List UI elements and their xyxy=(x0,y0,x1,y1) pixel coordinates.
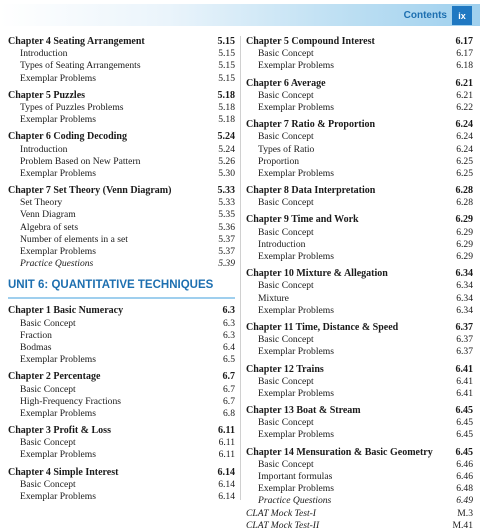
toc-entry-title: Types of Puzzles Problems xyxy=(20,101,124,113)
toc-topic-row xyxy=(246,197,473,209)
column-divider xyxy=(240,36,241,500)
toc-topic-row xyxy=(246,227,473,239)
toc-entry-title: Exemplar Problems xyxy=(258,429,334,441)
toc-entry-title: Chapter 6 Coding Decoding xyxy=(8,131,127,143)
toc-page-number: 6.34 xyxy=(456,292,473,304)
toc-entry-title: Exemplar Problems xyxy=(258,101,334,113)
toc-topic-row xyxy=(246,376,473,388)
toc-page-number: 6.22 xyxy=(456,101,473,113)
toc-chapter-row xyxy=(246,364,473,376)
toc-page-number: 6.41 xyxy=(456,387,473,399)
toc-page-number: 6.18 xyxy=(456,60,473,72)
toc-entry-title: High-Frequency Fractions xyxy=(20,395,121,407)
toc-topic-row xyxy=(246,293,473,305)
toc-topic-row xyxy=(8,479,235,491)
toc-topic-row xyxy=(8,354,235,366)
toc-topic-row xyxy=(8,222,235,234)
toc-topic-row xyxy=(246,251,473,263)
toc-entry-title: Exemplar Problems xyxy=(20,449,96,461)
toc-page-number: 6.11 xyxy=(218,437,235,449)
toc-entry-title: Basic Concept xyxy=(20,437,76,449)
toc-chapter-row xyxy=(246,214,473,226)
toc-entry-title: Chapter 5 Puzzles xyxy=(8,89,86,101)
toc-topic-row xyxy=(246,417,473,429)
toc-entry-title: Exemplar Problems xyxy=(20,491,96,502)
toc-page-number: 6.46 xyxy=(456,458,473,470)
toc-page-number: M.3 xyxy=(457,507,473,519)
toc-topic-row xyxy=(8,102,235,114)
toc-page-number: 6.3 xyxy=(223,329,235,341)
toc-entry-title: Chapter 4 Simple Interest xyxy=(8,466,119,478)
toc-topic-row xyxy=(246,346,473,358)
toc-chapter-row xyxy=(246,78,473,90)
toc-page-number: 5.18 xyxy=(217,89,235,101)
toc-topic-row xyxy=(246,90,473,102)
toc-page-number: 6.24 xyxy=(456,131,473,143)
page-number-badge: ix xyxy=(452,6,472,25)
toc-page-number: 6.25 xyxy=(456,155,473,167)
toc-entry-title: Set Theory xyxy=(20,197,63,209)
toc-topic-row xyxy=(8,73,235,85)
toc-entry-title: Basic Concept xyxy=(258,280,314,292)
toc-page-number: 6.45 xyxy=(455,446,473,458)
toc-entry-title: Introduction xyxy=(20,143,68,155)
toc-chapter-row xyxy=(246,405,473,417)
toc-page-number: 5.15 xyxy=(218,48,235,60)
toc-entry-title: Basic Concept xyxy=(20,317,76,329)
toc-topic-row xyxy=(246,60,473,72)
toc-page-number: 5.33 xyxy=(217,185,235,197)
toc-topic-row xyxy=(8,209,235,221)
toc-entry-title: Basic Concept xyxy=(258,131,314,143)
toc-page-number: 6.34 xyxy=(456,304,473,316)
toc-entry-title: Basic Concept xyxy=(258,458,314,470)
toc-entry-title: Chapter 8 Data Interpretation xyxy=(246,185,376,197)
toc-topic-row xyxy=(8,197,235,209)
toc-page-number: 6.46 xyxy=(456,471,473,482)
toc-page-number: 5.36 xyxy=(218,221,235,233)
toc-page-number: 6.45 xyxy=(455,405,473,417)
toc-topic-row xyxy=(246,131,473,143)
toc-topic-row xyxy=(8,384,235,396)
toc-entry-title: Number of elements in a set xyxy=(20,233,128,245)
toc-page-number: 6.29 xyxy=(455,214,473,226)
toc-page-number: 6.14 xyxy=(217,466,235,478)
toc-topic-row xyxy=(246,48,473,60)
toc-page-number: 6.3 xyxy=(223,317,235,329)
toc-mock-test-row xyxy=(246,520,473,532)
header-title: Contents xyxy=(403,10,447,21)
toc-entry-title: Basic Concept xyxy=(258,417,314,429)
toc-entry-title: Basic Concept xyxy=(20,478,76,490)
toc-topic-row xyxy=(8,491,235,503)
unit-heading: UNIT 6: QUANTITATIVE TECHNIQUES xyxy=(8,279,235,299)
toc-entry-title: Mixture xyxy=(258,292,289,304)
toc-entry-title: Basic Concept xyxy=(258,89,314,101)
toc-page-number: 5.37 xyxy=(218,233,235,245)
toc-entry-title: Chapter 7 Ratio & Proportion xyxy=(246,119,376,131)
toc-entry-title: Basic Concept xyxy=(258,334,314,346)
toc-entry-title: Chapter 1 Basic Numeracy xyxy=(8,305,124,317)
toc-page-number: 6.45 xyxy=(456,417,473,429)
toc-entry-title: Bodmas xyxy=(20,341,52,353)
toc-topic-row xyxy=(246,388,473,400)
toc-entry-title: Venn Diagram xyxy=(20,209,76,221)
toc-entry-title: Algebra of sets xyxy=(20,221,79,233)
toc-page-number: 6.7 xyxy=(222,371,235,383)
toc-entry-title: Exemplar Problems xyxy=(20,167,96,179)
toc-entry-title: Chapter 12 Trains xyxy=(246,363,324,375)
toc-page-number: 6.8 xyxy=(223,407,235,419)
toc-topic-row xyxy=(8,408,235,420)
toc-entry-title: Chapter 10 Mixture & Allegation xyxy=(246,268,388,280)
toc-page-number: 6.24 xyxy=(455,119,473,131)
toc-page-number: 5.15 xyxy=(218,60,235,72)
toc-topic-row xyxy=(8,437,235,449)
toc-page-number: 6.37 xyxy=(456,334,473,346)
toc-entry-title: Chapter 3 Profit & Loss xyxy=(8,425,111,437)
toc-page-number: 6.45 xyxy=(456,429,473,441)
toc-entry-title: CLAT Mock Test-I xyxy=(246,507,317,519)
toc-practice-row xyxy=(246,495,473,507)
toc-entry-title: Practice Questions xyxy=(258,495,332,507)
toc-page-number: 5.18 xyxy=(218,114,235,126)
toc-entry-title: Exemplar Problems xyxy=(20,354,96,366)
toc-entry-title: Types of Ratio xyxy=(258,143,315,155)
toc-page-number: 5.30 xyxy=(218,167,235,179)
toc-topic-row xyxy=(246,483,473,495)
toc-topic-row xyxy=(246,144,473,156)
toc-page-number: 6.28 xyxy=(456,197,473,209)
toc-chapter-row xyxy=(246,119,473,131)
toc-topic-row xyxy=(8,60,235,72)
toc-entry-title: Exemplar Problems xyxy=(20,72,96,84)
toc-page-number: 6.49 xyxy=(456,495,473,507)
toc-page-number: 6.3 xyxy=(222,305,235,317)
toc-entry-title: Exemplar Problems xyxy=(258,304,334,316)
toc-topic-row xyxy=(8,156,235,168)
toc-topic-row xyxy=(8,144,235,156)
toc-entry-title: Chapter 6 Average xyxy=(246,77,326,89)
toc-page-number: 5.15 xyxy=(217,36,235,47)
toc-entry-title: Chapter 7 Set Theory (Venn Diagram) xyxy=(8,185,172,197)
toc-entry-title: Chapter 14 Mensuration & Basic Geometry xyxy=(246,446,433,458)
toc-topic-row xyxy=(8,449,235,461)
toc-page-number: 6.11 xyxy=(218,449,235,461)
toc-page-number: M.41 xyxy=(452,519,473,531)
toc-entry-title: Exemplar Problems xyxy=(258,251,334,262)
toc-entry-title: Proportion xyxy=(258,155,300,167)
toc-page-number: 6.37 xyxy=(455,321,473,333)
toc-topic-row xyxy=(246,168,473,180)
toc-page-number: 6.41 xyxy=(456,375,473,387)
toc-entry-title: Chapter 4 Seating Arrangement xyxy=(8,36,145,47)
toc-page-number: 6.25 xyxy=(456,167,473,179)
toc-page-number: 5.33 xyxy=(218,197,235,209)
toc-page-number: 6.11 xyxy=(218,425,235,437)
toc-topic-row xyxy=(8,330,235,342)
toc-page-number: 5.26 xyxy=(218,155,235,167)
toc-entry-title: Exemplar Problems xyxy=(20,246,96,257)
toc-page-number: 6.37 xyxy=(456,346,473,358)
toc-chapter-row xyxy=(8,131,235,143)
toc-topic-row xyxy=(246,471,473,483)
toc-topic-row xyxy=(246,102,473,114)
toc-chapter-row xyxy=(8,185,235,197)
toc-entry-title: Chapter 11 Time, Distance & Speed xyxy=(246,321,399,333)
toc-entry-title: Practice Questions xyxy=(20,258,94,270)
toc-entry-title: Basic Concept xyxy=(258,226,314,238)
toc-entry-title: Basic Concept xyxy=(20,383,76,395)
toc-page-number: 6.7 xyxy=(223,383,235,395)
toc-entry-title: Exemplar Problems xyxy=(258,60,334,72)
toc-page-number: 6.17 xyxy=(456,48,473,60)
toc-page-number: 6.14 xyxy=(218,478,235,490)
toc-page-number: 6.5 xyxy=(223,354,235,366)
toc-chapter-row xyxy=(8,371,235,383)
toc-topic-row xyxy=(246,429,473,441)
toc-page-number: 6.21 xyxy=(456,89,473,101)
toc-entry-title: Exemplar Problems xyxy=(20,407,96,419)
toc-topic-row xyxy=(8,246,235,258)
toc-page-number: 5.37 xyxy=(218,246,235,257)
toc-topic-row xyxy=(8,396,235,408)
toc-topic-row xyxy=(8,48,235,60)
toc-topic-row xyxy=(246,334,473,346)
toc-topic-row xyxy=(8,234,235,246)
toc-entry-title: Chapter 5 Compound Interest xyxy=(246,36,375,47)
toc-chapter-row xyxy=(8,425,235,437)
toc-page-number: 6.41 xyxy=(455,363,473,375)
toc-page-number: 6.7 xyxy=(223,395,235,407)
toc-entry-title: Chapter 2 Percentage xyxy=(8,371,101,383)
toc-topic-row xyxy=(246,156,473,168)
toc-entry-title: Chapter 9 Time and Work xyxy=(246,214,359,226)
toc-entry-title: CLAT Mock Test-II xyxy=(246,519,320,531)
toc-topic-row xyxy=(8,342,235,354)
toc-topic-row xyxy=(246,280,473,292)
toc-right-column xyxy=(246,36,473,532)
toc-page-number: 6.14 xyxy=(218,491,235,502)
toc-chapter-row xyxy=(246,447,473,459)
page-header xyxy=(0,0,480,30)
toc-page-number: 6.21 xyxy=(455,77,473,89)
toc-page-number: 5.24 xyxy=(218,143,235,155)
toc-entry-title: Exemplar Problems xyxy=(258,346,334,358)
toc-entry-title: Exemplar Problems xyxy=(258,167,334,179)
toc-page-number: 6.28 xyxy=(455,185,473,197)
toc-page-number: 6.48 xyxy=(456,483,473,495)
toc-chapter-row xyxy=(8,305,235,317)
toc-page-number: 6.24 xyxy=(456,143,473,155)
toc-page-number: 5.39 xyxy=(218,258,235,270)
toc-mock-test-row xyxy=(246,508,473,520)
toc-entry-title: Exemplar Problems xyxy=(258,483,334,495)
toc-page-number: 6.29 xyxy=(456,251,473,262)
toc-topic-row xyxy=(246,239,473,251)
toc-page-number: 6.34 xyxy=(455,268,473,280)
toc-entry-title: Basic Concept xyxy=(258,48,314,60)
toc-page-number: 5.35 xyxy=(218,209,235,221)
toc-page-number: 6.29 xyxy=(456,226,473,238)
toc-entry-title: Types of Seating Arrangements xyxy=(20,60,141,72)
toc-chapter-row xyxy=(246,268,473,280)
toc-page-number: 6.29 xyxy=(456,238,473,250)
toc-entry-title: Basic Concept xyxy=(258,375,314,387)
toc-chapter-row xyxy=(246,185,473,197)
toc-page-number: 6.34 xyxy=(456,280,473,292)
toc-topic-row xyxy=(246,305,473,317)
toc-entry-title: Introduction xyxy=(20,48,68,60)
toc-practice-row xyxy=(8,258,235,270)
toc-chapter-row xyxy=(246,36,473,48)
toc-page-number: 5.24 xyxy=(217,131,235,143)
toc-page-number: 6.17 xyxy=(455,36,473,47)
toc-entry-title: Exemplar Problems xyxy=(258,387,334,399)
toc-chapter-row xyxy=(246,322,473,334)
toc-entry-title: Problem Based on New Pattern xyxy=(20,155,141,167)
toc-page-number: 6.4 xyxy=(223,341,235,353)
toc-topic-row xyxy=(246,459,473,471)
toc-topic-row xyxy=(8,114,235,126)
toc-chapter-row xyxy=(8,90,235,102)
toc-entry-title: Chapter 13 Boat & Stream xyxy=(246,405,361,417)
toc-entry-title: Introduction xyxy=(258,238,306,250)
toc-topic-row xyxy=(8,168,235,180)
toc-entry-title: Fraction xyxy=(20,329,52,341)
toc-page-number: 5.15 xyxy=(218,72,235,84)
toc-topic-row xyxy=(8,318,235,330)
toc-chapter-row xyxy=(8,467,235,479)
toc-entry-title: Basic Concept xyxy=(258,197,314,209)
toc-chapter-row xyxy=(8,36,235,48)
toc-page-number: 5.18 xyxy=(218,101,235,113)
toc-entry-title: Exemplar Problems xyxy=(20,114,96,126)
toc-entry-title: Important formulas xyxy=(258,471,333,482)
toc-left-column xyxy=(8,36,235,503)
